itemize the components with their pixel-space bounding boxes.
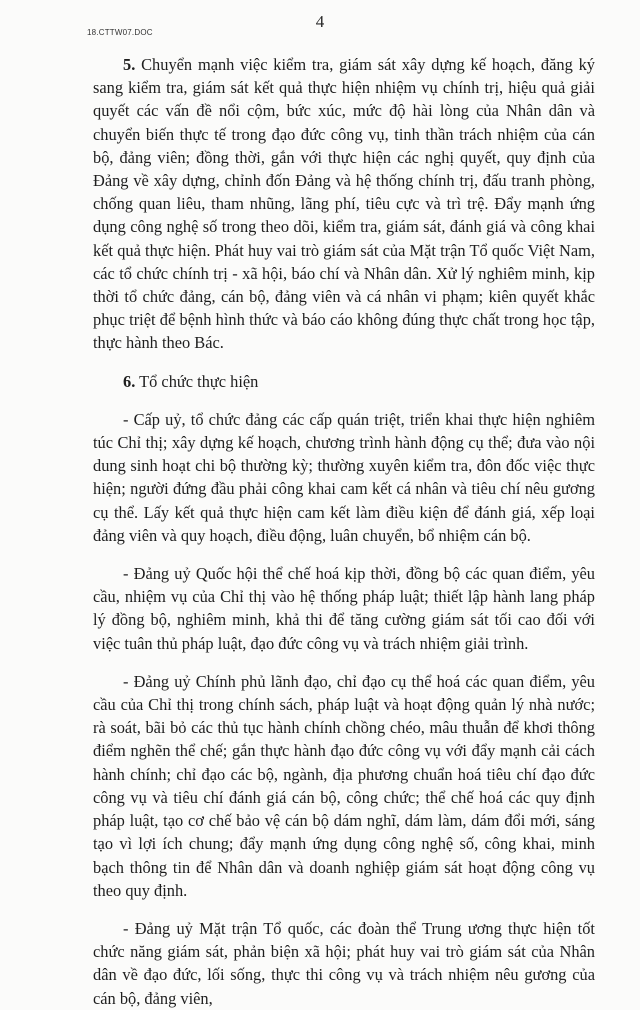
section-6-heading: [93, 370, 595, 393]
section-6-item-party-committees: - Cấp uỷ, tổ chức đảng các cấp quán triệt, triển khai thực hiện nghiêm túc Chỉ thị; xây dựng kế hoạch, chương trình hành động cụ thể; đưa vào nội dung sinh hoạt chi bộ thường kỳ; thường xuyên kiểm tra, đôn đốc việc thực hiện; người đứng đầu phải công khai cam kết cá nhân và tiêu chí nêu gương cụ thể. Lấy kết quả thực hiện cam kết làm điều kiện để đánh giá, xếp loại đảng viên và quy hoạch, điều động, luân chuyển, bổ nhiệm cán bộ.: [93, 409, 595, 545]
section-6-item-government: - Đảng uỷ Chính phủ lãnh đạo, chỉ đạo cụ thể hoá các quan điểm, yêu cầu của Chỉ thị trong chính sách, pháp luật và hoạt động quản lý nhà nước; rà soát, bãi bỏ các thủ tục hành chính chồng chéo, mâu thuẫn để khơi thông điểm nghẽn thể chế; gắn thực hành đạo đức công vụ với đẩy mạnh cải cách hành chính; chỉ đạo các bộ, ngành, địa phương chuẩn hoá tiêu chí đạo đức công vụ và tiêu chí đánh giá cán bộ, công chức; thể chế hoá các quy định pháp luật, tạo cơ chế bảo vệ cán bộ dám nghĩ, dám làm, dám đổi mới, sáng tạo vì lợi ích chung; đẩy mạnh ứng dụng công nghệ số, công khai, minh bạch thông tin để Nhân dân và doanh nghiệp giám sát hoạt động công vụ theo quy định.: [93, 671, 595, 900]
section-5-text: Chuyển mạnh việc kiểm tra, giám sát xây dựng kế hoạch, đăng ký sang kiểm tra, giám sát kết quả thực hiện nhiệm vụ chính trị, hiệu quả giải quyết các vấn đề nổi cộm, bức xúc, mức độ hài lòng của Nhân dân và chuyển biến thực tế trong đạo đức công vụ, tinh thần trách nhiệm của cán bộ, đảng viên; đồng thời, gắn với thực hiện các nghị quyết, quy định của Đảng về xây dựng, chỉnh đốn Đảng và hệ thống chính trị, đấu tranh phòng, chống quan liêu, tham nhũng, lãng phí, tiêu cực và trì trệ. Đẩy mạnh ứng dụng công nghệ số trong theo dõi, kiểm tra, giám sát, đánh giá và công khai kết quả thực hiện. Phát huy vai trò giám sát của Mặt trận Tổ quốc Việt Nam, các tổ chức chính trị - xã hội, báo chí và Nhân dân. Xử lý nghiêm minh, kịp thời tổ chức đảng, cán bộ, đảng viên và cá nhân vi phạm; kiên quyết khắc phục triệt để bệnh hình thức và báo cáo không đúng thực chất trong học tập, thực hành theo Bác.: [93, 55, 595, 353]
section-5-paragraph: [93, 53, 595, 355]
document-code: 18.CTTW07.DOC: [87, 28, 153, 37]
section-6-item-fatherland-front: - Đảng uỷ Mặt trận Tổ quốc, các đoàn thể Trung ương thực hiện tốt chức năng giám sát, phản biện xã hội; phát huy vai trò giám sát của Nhân dân về đạo đức, lối sống, thực thi công vụ và trách nhiệm nêu gương của cán bộ, đảng viên,: [93, 918, 595, 1008]
section-6-number: 6.: [123, 371, 136, 391]
page-number: 4: [315, 12, 325, 31]
section-6-item-national-assembly: - Đảng uỷ Quốc hội thể chế hoá kịp thời, đồng bộ các quan điểm, yêu cầu, nhiệm vụ của Chỉ thị vào hệ thống pháp luật; thiết lập hành lang pháp lý đồng bộ, nghiêm minh, khả thi để tăng cường giám sát tối cao đối với việc tuân thủ pháp luật, đạo đức công vụ và trách nhiệm giải trình.: [93, 564, 595, 653]
document-body: [93, 53, 595, 1010]
section-6-title: Tổ chức thực hiện: [139, 371, 259, 391]
section-5-number: 5.: [123, 55, 136, 74]
